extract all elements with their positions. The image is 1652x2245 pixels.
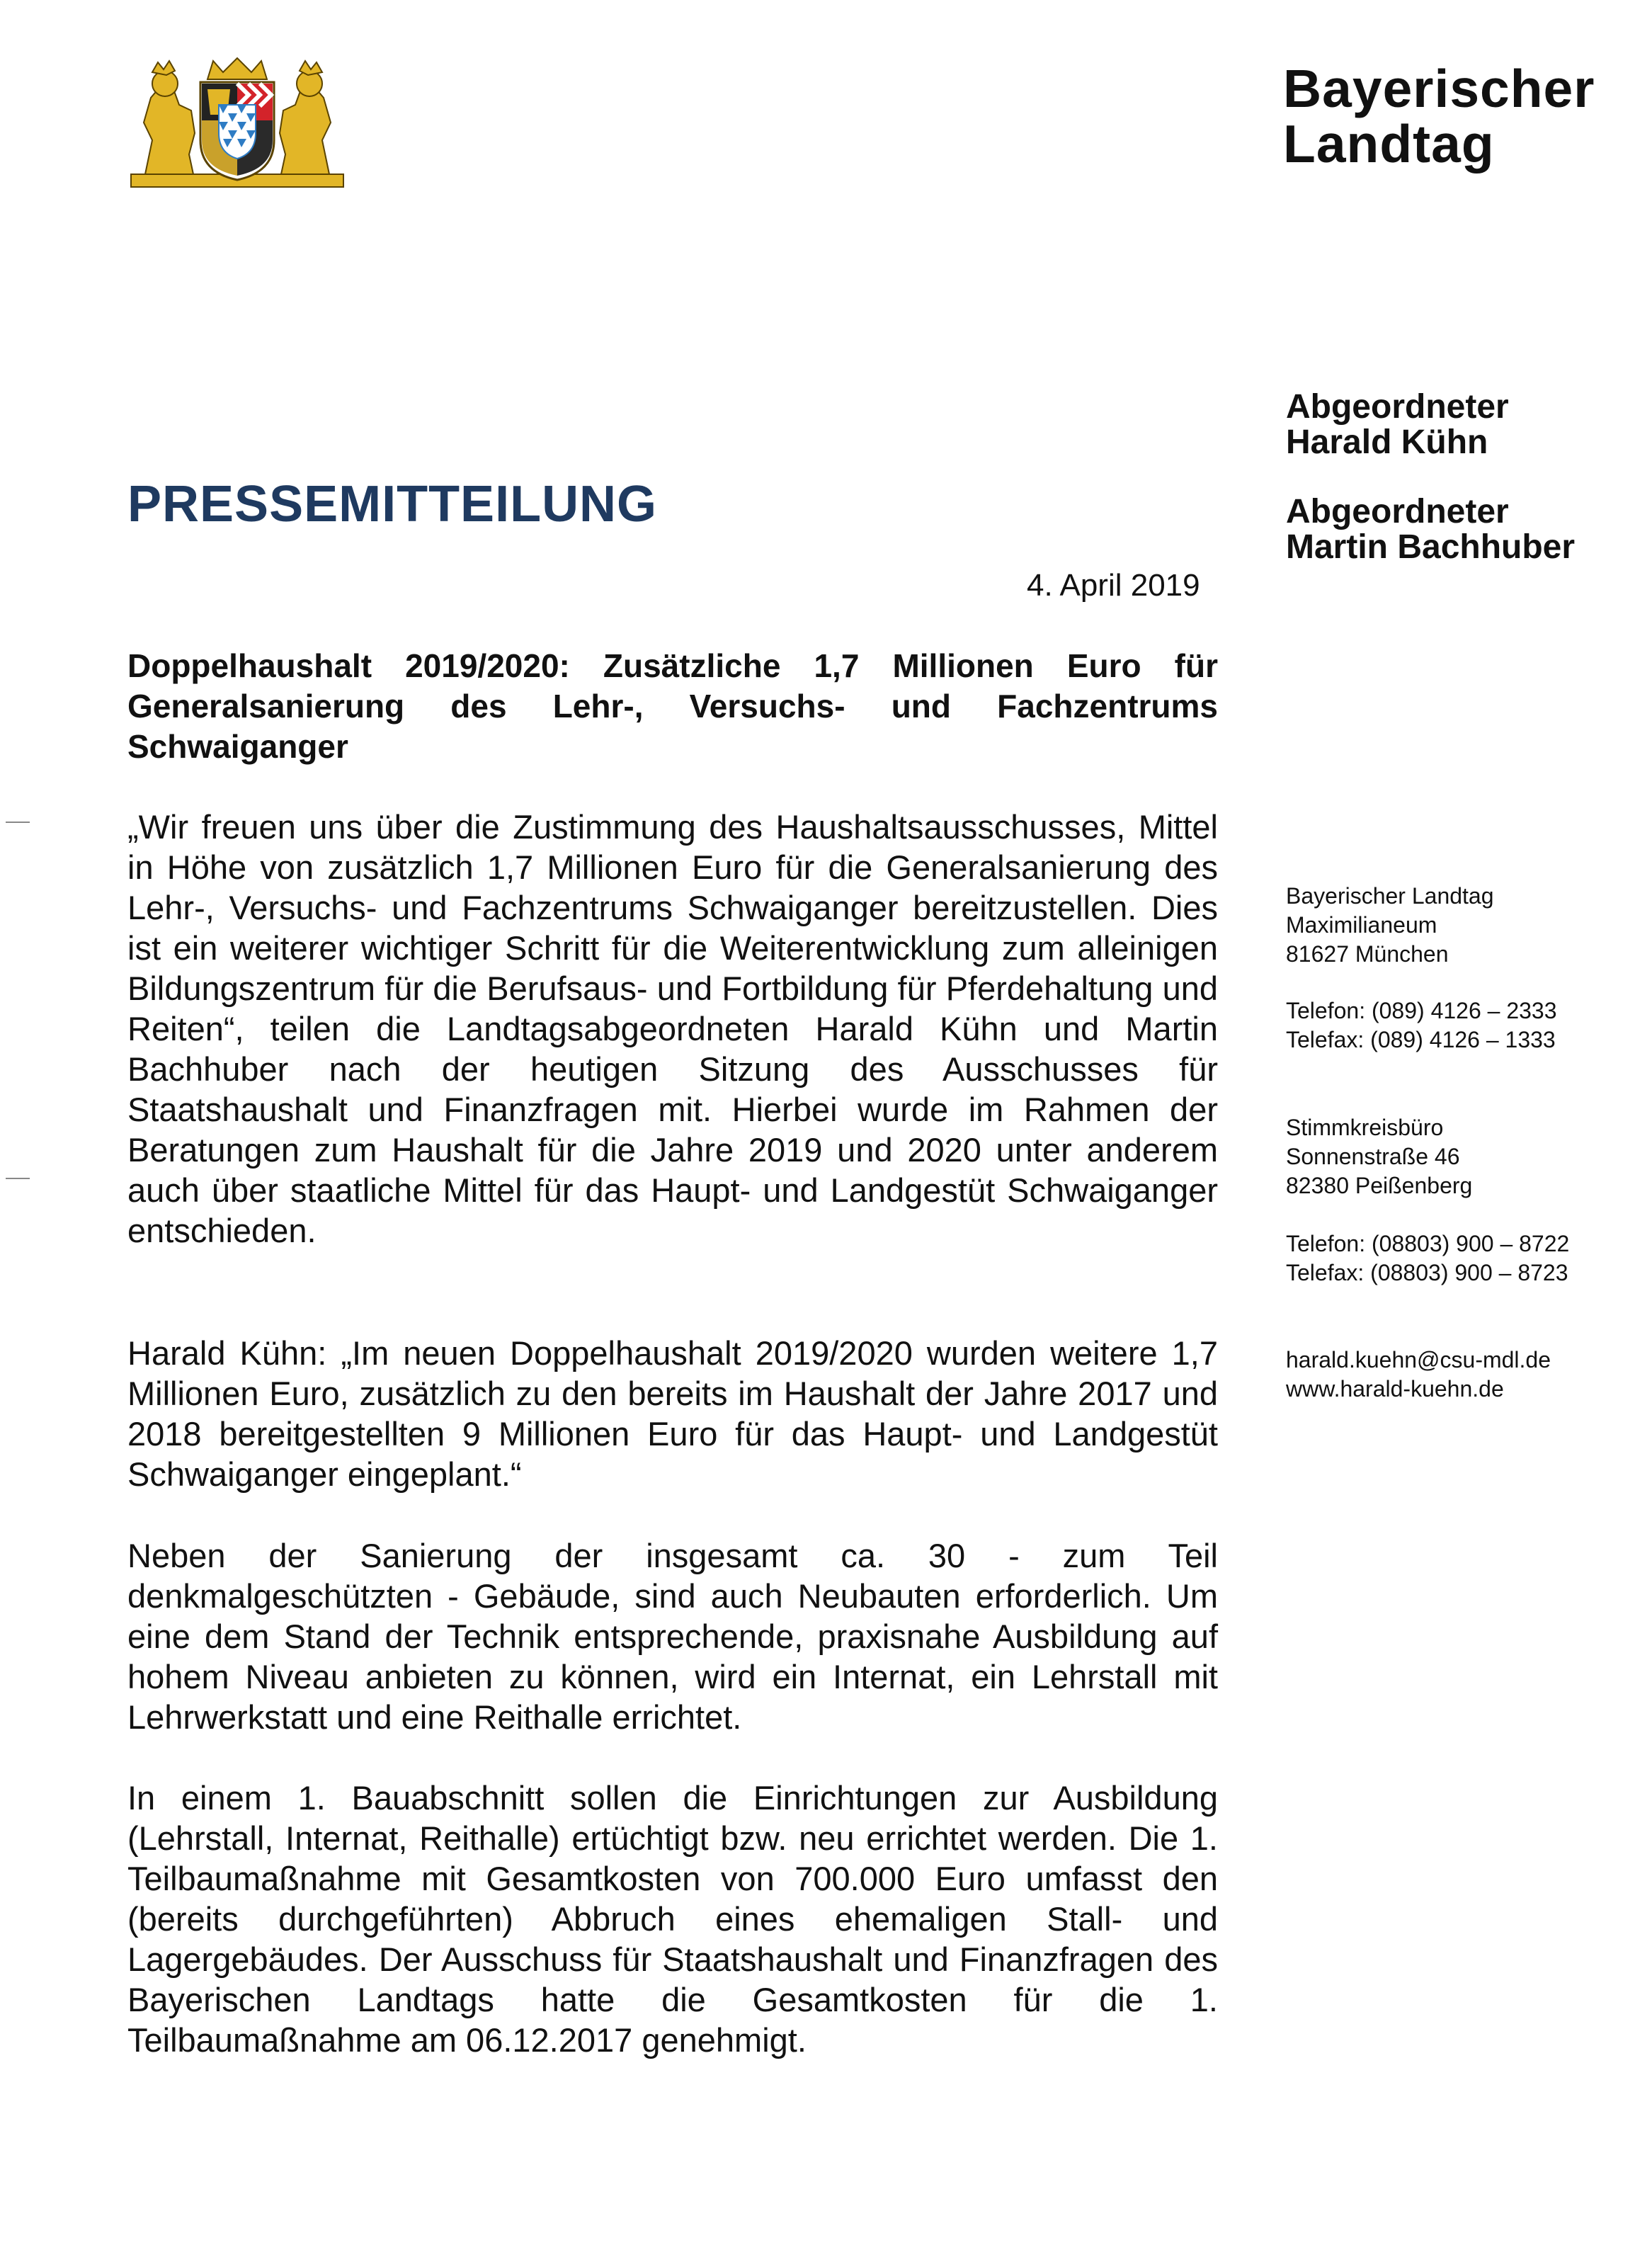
body-paragraph-4: In einem 1. Bauabschnitt sollen die Einrichtungen zur Ausbildung (Lehrstall, Internat, Reithalle) ertüchtigt bzw. neu errichtet werden. Die 1. Teilbaumaßnahme mit Gesamtkosten von 700.000 Euro umfasst den (bereits durchgeführten) Abbruch eines ehemaligen Stall- und Lagergebäudes. Der Ausschuss für Staatshaushalt und Finanzfragen des Bayerischen Landtags hatte die Gesamtkosten für die 1. Teilbaumaßnahme am 06.12.2017 genehmigt. [127, 1779, 1218, 2059]
delegate-harald-kuehn [1286, 390, 1640, 460]
body-paragraph-2: Harald Kühn: „Im neuen Doppelhaushalt 2019/2020 wurden weitere 1,7 Millionen Euro, zusätzlich zu den bereits im Haushalt der Jahre 2017 und 2018 bereitgestellten 9 Millionen Euro für das Haupt- und Landgestüt Schwaiganger eingeplant.“ [127, 1334, 1218, 1493]
address-line: Stimmkreisbüro [1286, 1115, 1444, 1140]
body-paragraph-3: Neben der Sanierung der insgesamt ca. 30 - zum Teil denkmalgeschützten - Gebäude, sind auch Neubauten erforderlich. Um eine dem Stand der Technik entsprechende, praxisnahe Ausbildung auf hohem Niveau anbieten zu können, wird ein Internat, ein Lehrstall mit Lehrwerkstatt und eine Reithalle errichtet. [127, 1537, 1218, 1736]
email-address: harald.kuehn@csu-mdl.de [1286, 1347, 1551, 1372]
fold-mark [6, 822, 30, 823]
address-line: Sonnenstraße 46 [1286, 1144, 1460, 1169]
web-contact [1286, 1346, 1640, 1404]
delegate-name: Harald Kühn [1286, 424, 1488, 461]
landtag-phone [1286, 996, 1640, 1055]
address-line: Bayerischer Landtag [1286, 883, 1494, 909]
address-line: 82380 Peißenberg [1286, 1173, 1473, 1198]
delegate-role: Abgeordneter [1286, 493, 1509, 530]
body-paragraph-1: „Wir freuen uns über die Zustimmung des Haushaltsausschusses, Mittel in Höhe von zusätzlich 1,7 Millionen Euro für die Generalsanierung des Lehr-, Versuchs- und Fachzentrums Schwaiganger bereitzustellen. Dies ist ein weiterer wichtiger Schritt für die Weiterentwicklung zum alleinigen Bildungszentrum für die Berufsaus- und Fortbildung für Pferdehaltung und Reiten“, teilen die Landtagsabgeordneten Harald Kühn und Martin Bachhuber nach der heutigen Sitzung des Ausschusses für Staatshaushalt und Finanzfragen mit. Hierbei wurde im Rahmen der Beratungen zum Haushalt für die Jahre 2019 und 2020 unter anderem auch über staatliche Mittel für das Haupt- und Landgestüt Schwaiganger entschieden. [127, 808, 1218, 1249]
delegate-name: Martin Bachhuber [1286, 528, 1576, 566]
brand-line-2: Landtag [1283, 114, 1495, 174]
delegate-martin-bachhuber [1286, 494, 1640, 565]
landtag-address [1286, 882, 1640, 969]
brand-line-1: Bayerischer [1283, 59, 1595, 118]
phone-line: Telefon: (089) 4126 – 2333 [1286, 998, 1557, 1023]
release-date: 4. April 2019 [1027, 568, 1200, 603]
delegate-role: Abgeordneter [1286, 388, 1509, 426]
fax-line: Telefax: (08803) 900 – 8723 [1286, 1260, 1568, 1285]
page-title: PRESSEMITTEILUNG [127, 476, 658, 533]
fax-line: Telefax: (089) 4126 – 1333 [1286, 1027, 1556, 1052]
website-url: www.harald-kuehn.de [1286, 1376, 1504, 1402]
fold-mark [6, 1178, 30, 1179]
address-line: 81627 München [1286, 941, 1449, 967]
office-phone [1286, 1229, 1640, 1288]
bavarian-coat-of-arms-icon [124, 55, 351, 190]
brand-logotype [1283, 59, 1637, 174]
office-address [1286, 1113, 1640, 1200]
headline: Doppelhaushalt 2019/2020: Zusätzliche 1,7 Millionen Euro für Generalsanierung des Lehr-, Versuchs- und Fachzentrums Schwaiganger [127, 647, 1218, 765]
address-line: Maximilianeum [1286, 912, 1437, 938]
phone-line: Telefon: (08803) 900 – 8722 [1286, 1231, 1570, 1256]
